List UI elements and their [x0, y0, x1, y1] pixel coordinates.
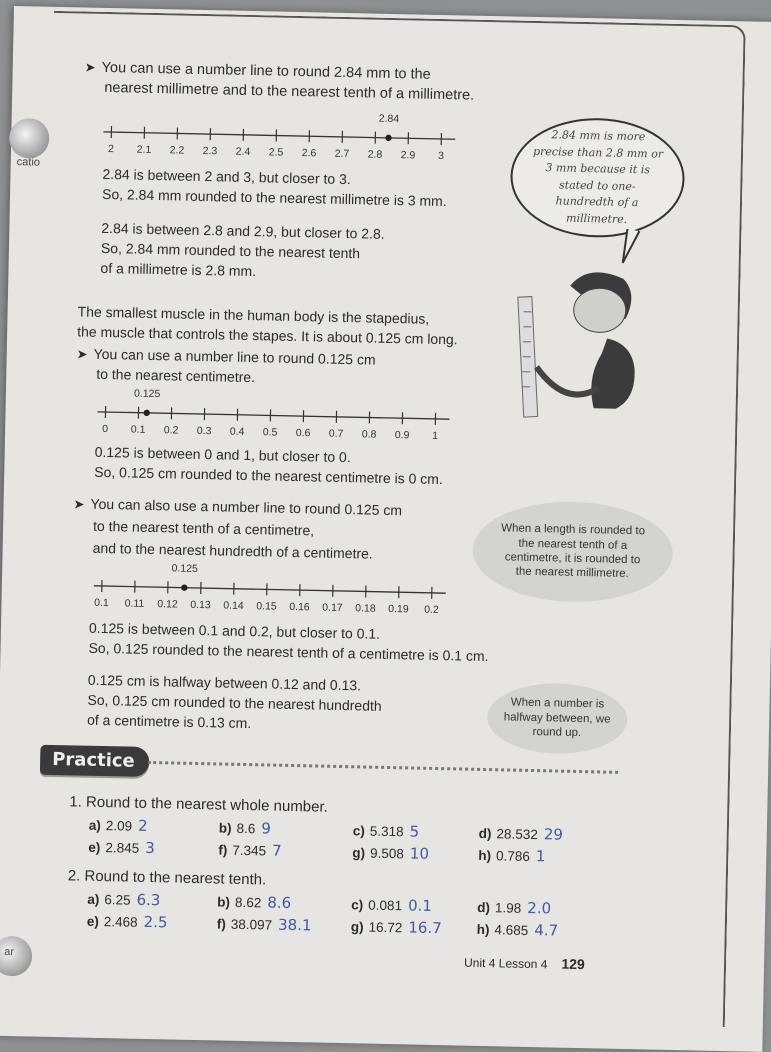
- item-label: e): [88, 840, 100, 855]
- bullet-arrow-icon: ➤: [85, 59, 96, 74]
- example3-p2-line3: of a centimetre is 0.13 cm.: [87, 712, 251, 731]
- note-halfway-text: When a number is halfway between, we round up.: [499, 696, 615, 742]
- textbook-page: [0, 6, 771, 1052]
- question-2-title: 2. Round to the nearest tenth.: [68, 867, 267, 888]
- example3-p2-line2: So, 0.125 cm rounded to the nearest hundredth: [87, 692, 381, 714]
- tick-label: 0.3: [197, 425, 212, 437]
- handwritten-answer: 4.7: [534, 921, 558, 939]
- item-value: 16.72: [368, 920, 402, 936]
- also-line-1: ➤ You can also use a number line to round 0.125 cm: [73, 495, 402, 519]
- tick-label: 0.6: [296, 427, 311, 439]
- tick-label: 0.9: [395, 429, 410, 441]
- practice-item: [351, 895, 432, 915]
- example3-p1-line1: 0.125 is between 0.1 and 0.2, but closer to 0.1.: [89, 620, 380, 642]
- practice-item: [352, 843, 429, 863]
- handwritten-answer: 2.0: [527, 899, 551, 917]
- practice-item: [88, 838, 155, 857]
- item-label: b): [217, 894, 230, 909]
- marker-point: [385, 135, 392, 142]
- practice-item: [217, 914, 312, 934]
- marker-label: 2.84: [379, 113, 400, 125]
- item-value: 1.98: [495, 900, 522, 916]
- item-label: h): [477, 922, 490, 937]
- practice-item: [89, 816, 148, 835]
- number-line-3-svg: [93, 562, 454, 616]
- footer-unit-lesson: Unit 4 Lesson 4: [464, 956, 548, 972]
- item-value: 38.097: [231, 917, 273, 933]
- page-number: 129: [561, 956, 585, 972]
- item-label: c): [353, 823, 365, 838]
- tick-label: 0.14: [223, 600, 244, 612]
- tick-label: 0.4: [230, 426, 245, 438]
- example2-line2: So, 0.125 cm rounded to the nearest centimetre is 0 cm.: [94, 464, 443, 487]
- tick-label: 2.8: [368, 148, 383, 160]
- item-label: f): [218, 842, 227, 857]
- practice-item: [353, 821, 420, 840]
- practice-item: [477, 898, 551, 918]
- tick-label: 2.6: [302, 147, 317, 159]
- tick-label: 3: [438, 150, 444, 162]
- muscle-bullet-line-2: to the nearest centimetre.: [96, 366, 255, 385]
- tick-label: 0.7: [329, 428, 344, 440]
- handwritten-answer: 1: [536, 847, 546, 865]
- practice-heading: Practice: [40, 745, 149, 777]
- item-label: g): [352, 845, 365, 860]
- item-value: 8.62: [235, 895, 262, 911]
- example3-p1-line2: So, 0.125 rounded to the nearest tenth of a centimetre is 0.1 cm.: [88, 640, 488, 664]
- item-value: 2.845: [105, 840, 139, 856]
- item-value: 28.532: [496, 826, 538, 842]
- tick-label: 0.16: [289, 601, 310, 613]
- handwritten-answer: 38.1: [278, 916, 312, 935]
- item-value: 6.25: [104, 892, 131, 908]
- character-illustration: [505, 256, 659, 429]
- tick-label: 0.5: [263, 426, 278, 438]
- example1-p2-line3: of a millimetre is 2.8 mm.: [100, 260, 256, 279]
- practice-item: [351, 917, 442, 937]
- muscle-line-1: The smallest muscle in the human body is the stapedius,: [77, 303, 429, 326]
- tick-label: 0.15: [256, 600, 277, 612]
- side-tab-lower-label: ar: [4, 946, 14, 958]
- item-value: 0.786: [496, 848, 530, 864]
- item-value: 8.6: [236, 821, 255, 836]
- item-label: d): [479, 826, 492, 841]
- example1-p2-line2: So, 2.84 mm rounded to the nearest tenth: [101, 240, 360, 261]
- example1-p1-line1: 2.84 is between 2 and 3, but closer to 3.: [102, 166, 351, 187]
- handwritten-answer: 5: [409, 822, 419, 840]
- page-footer: [464, 954, 585, 973]
- example3-p2-line1: 0.125 cm is halfway between 0.12 and 0.13.: [88, 672, 361, 694]
- handwritten-answer: 8.6: [267, 894, 291, 912]
- item-label: a): [87, 892, 99, 907]
- tick-label: 0.11: [125, 597, 145, 609]
- side-tab-upper: [9, 118, 50, 159]
- handwritten-answer: 0.1: [408, 896, 432, 914]
- number-line-1: [103, 108, 464, 162]
- tick-label: 2.7: [335, 148, 350, 160]
- tick-label: 0.8: [362, 428, 377, 440]
- item-label: h): [478, 848, 491, 863]
- item-label: e): [87, 914, 99, 929]
- tick-label: 0.13: [190, 599, 211, 611]
- intro-line-2: nearest millimetre and to the nearest tenth of a millimetre.: [104, 80, 474, 104]
- number-line-2-svg: [97, 388, 458, 442]
- handwritten-answer: 10: [410, 844, 429, 862]
- tick-label: 0.17: [322, 602, 343, 614]
- tick-label: 0.1: [131, 424, 146, 436]
- speech-bubble-text: 2.84 mm is more precise than 2.8 mm or 3 mm because it is stated to one-hundredth of a millimetre.: [532, 127, 664, 229]
- practice-item: [218, 840, 282, 859]
- item-value: 9.508: [370, 846, 404, 862]
- muscle-bullet-line-1: ➤ You can use a number line to round 0.125 cm: [77, 345, 376, 368]
- handwritten-answer: 29: [544, 825, 563, 843]
- note-rounding-tenth-text: When a length is rounded to the nearest tenth of a centimetre, it is rounded to the nearest millimetre.: [497, 522, 648, 583]
- example2-line1: 0.125 is between 0 and 1, but closer to 0.: [95, 444, 351, 465]
- tick-label: 0.1: [94, 597, 109, 609]
- handwritten-answer: 9: [261, 819, 271, 837]
- marker-point: [181, 584, 188, 591]
- tick-label: 0.2: [164, 424, 179, 436]
- marker-label: 0.125: [134, 388, 161, 401]
- item-label: b): [219, 820, 232, 835]
- tick-label: 0.12: [157, 598, 178, 610]
- marker-point: [143, 410, 150, 417]
- item-label: a): [89, 818, 101, 833]
- muscle-line-2: the muscle that controls the stapes. It is about 0.125 cm long.: [77, 323, 458, 347]
- bullet-arrow-icon: ➤: [73, 496, 84, 511]
- practice-item: [219, 818, 271, 837]
- tick-label: 2.5: [269, 146, 284, 158]
- handwritten-answer: 2: [138, 817, 148, 835]
- tick-label: 0: [102, 423, 108, 435]
- tick-label: 2.2: [170, 144, 185, 156]
- practice-item: [478, 846, 545, 865]
- practice-item: [87, 912, 168, 932]
- tick-label: 0.18: [355, 602, 376, 614]
- item-value: 7.345: [232, 843, 266, 859]
- handwritten-answer: 7: [272, 842, 282, 860]
- item-label: f): [217, 916, 226, 931]
- item-label: g): [351, 919, 364, 934]
- tick-label: 2.9: [401, 149, 416, 161]
- item-value: 2.09: [106, 818, 133, 834]
- tick-label: 2.4: [236, 146, 251, 158]
- side-tab-upper-label: catio: [17, 156, 40, 168]
- item-value: 2.468: [104, 914, 138, 930]
- intro-line-1: ➤ You can use a number line to round 2.84 mm to the: [85, 59, 431, 82]
- number-line-2: [97, 388, 458, 442]
- number-line-3: [93, 562, 454, 616]
- tick-label: 0.2: [424, 604, 439, 616]
- also-line-2: to the nearest tenth of a centimetre,: [93, 518, 314, 539]
- practice-item: [87, 890, 161, 910]
- practice-item: [479, 824, 563, 844]
- handwritten-answer: 6.3: [136, 891, 160, 909]
- item-value: 5.318: [370, 824, 404, 840]
- example1-p1-line2: So, 2.84 mm rounded to the nearest millimetre is 3 mm.: [102, 186, 447, 209]
- handwritten-answer: 3: [145, 839, 155, 857]
- tick-label: 2: [108, 143, 114, 155]
- question-1-title: 1. Round to the nearest whole number.: [69, 793, 328, 815]
- marker-label: 0.125: [171, 562, 198, 575]
- example1-p2-line1: 2.84 is between 2.8 and 2.9, but closer to 2.8.: [101, 220, 385, 242]
- practice-item: [477, 920, 559, 940]
- handwritten-answer: 2.5: [143, 913, 167, 931]
- practice-item: [217, 892, 291, 912]
- handwritten-answer: 16.7: [408, 918, 442, 937]
- number-line-1-svg: [103, 108, 464, 162]
- item-value: 4.685: [494, 922, 528, 938]
- speech-bubble: [509, 116, 685, 239]
- item-value: 0.081: [368, 898, 402, 914]
- item-label: c): [351, 897, 363, 912]
- tick-label: 1: [432, 430, 438, 442]
- tick-label: 2.3: [203, 145, 218, 157]
- tick-label: 0.19: [388, 603, 409, 615]
- bullet-arrow-icon: ➤: [77, 346, 88, 361]
- tick-label: 2.1: [137, 144, 152, 156]
- item-label: d): [477, 900, 490, 915]
- also-line-3: and to the nearest hundredth of a centimetre.: [93, 540, 373, 562]
